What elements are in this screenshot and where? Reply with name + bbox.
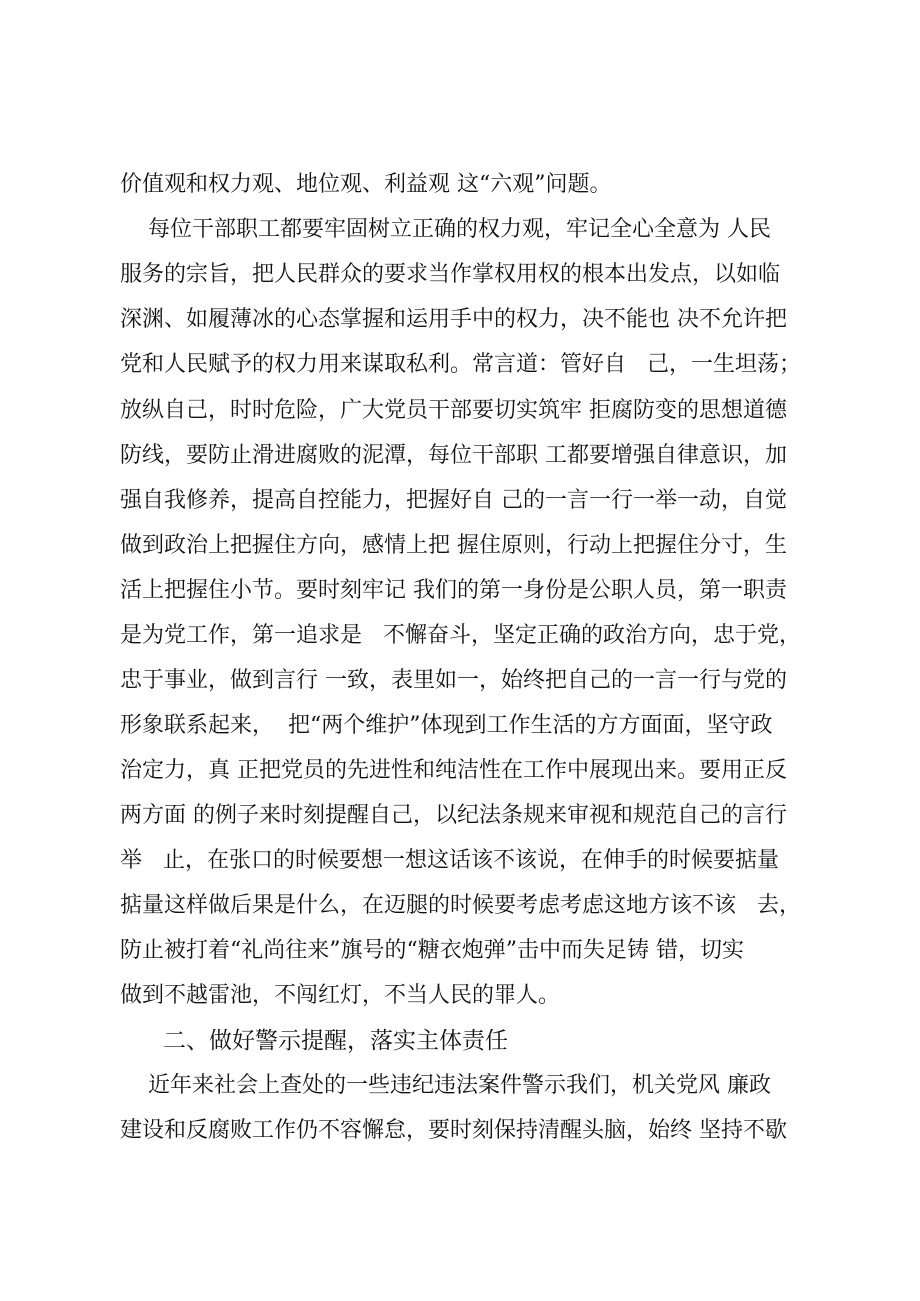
body-line-12: 忠于事业，做到言行 一致，表里如一，始终把自己的一言一行与党的 bbox=[120, 668, 787, 693]
body-line-16: 举 止，在张口的时候要想一想这话该不该说，在伸手的时候要掂量 bbox=[120, 848, 779, 873]
body-line-19: 做到不越雷池，不闯红灯，不当人民的罪人。 bbox=[120, 983, 561, 1008]
section-heading: 二、做好警示提醒，落实主体责任 bbox=[163, 1028, 508, 1054]
body-line-7: 防线，要防止滑进腐败的泥潭，每位干部职 工都要增强自律意识，加 bbox=[120, 443, 787, 468]
body-line-13: 形象联系起来， 把“两个维护”体现到工作生活的方方面面，坚守政 bbox=[120, 713, 773, 738]
body-line-8: 强自我修养，提高自控能力，把握好自 己的一言一行一举一动，自觉 bbox=[120, 488, 787, 513]
body-line-6: 放纵自己，时时危险，广大党员干部要切实筑牢 拒腐防变的思想道德 bbox=[120, 398, 787, 423]
body-line-18: 防止被打着“礼尚往来”旗号的“糖衣炮弹”击中而失足铸 错，切实 bbox=[120, 938, 744, 963]
body-line-15: 两方面 的例子来时刻提醒自己，以纪法条规来审视和规范自己的言行 bbox=[120, 803, 787, 828]
body-line-11: 是为党工作，第一追求是 不懈奋斗，坚定正确的政治方向，忠于党， bbox=[120, 623, 801, 648]
body-line-17: 掂量这样做后果是什么，在迈腿的时候要考虑考虑这地方该不该 去， bbox=[120, 893, 801, 918]
body-line-9: 做到政治上把握住方向，感情上把 握住原则，行动上把握住分寸，生 bbox=[120, 533, 787, 558]
body-line-21: 建设和反腐败工作仍不容懈怠，要时刻保持清醒头脑，始终 坚持不歇 bbox=[120, 1118, 787, 1143]
body-line-20: 近年来社会上查处的一些违纪违法案件警示我们，机关党风 廉政 bbox=[120, 1073, 771, 1098]
body-line-14: 治定力，真 正把党员的先进性和纯洁性在工作中展现出来。要用正反 bbox=[120, 758, 787, 783]
body-line-4: 深渊、如履薄冰的心态掌握和运用手中的权力，决不能也 决不允许把 bbox=[120, 307, 787, 332]
body-line-3: 服务的宗旨，把人民群众的要求当作掌权用权的根本出发点，以如临 bbox=[120, 262, 781, 287]
body-line-10: 活上把握住小节。要时刻牢记 我们的第一身份是公职人员，第一职责 bbox=[120, 578, 787, 603]
body-line-2: 每位干部职工都要牢固树立正确的权力观，牢记全心全意为 人民 bbox=[120, 217, 771, 242]
body-line-1: 价值观和权力观、地位观、利益观 这“六观”问题。 bbox=[120, 172, 612, 197]
body-line-5: 党和人民赋予的权力用来谋取私利。常言道：管好自 己，一生坦荡； bbox=[120, 352, 801, 377]
